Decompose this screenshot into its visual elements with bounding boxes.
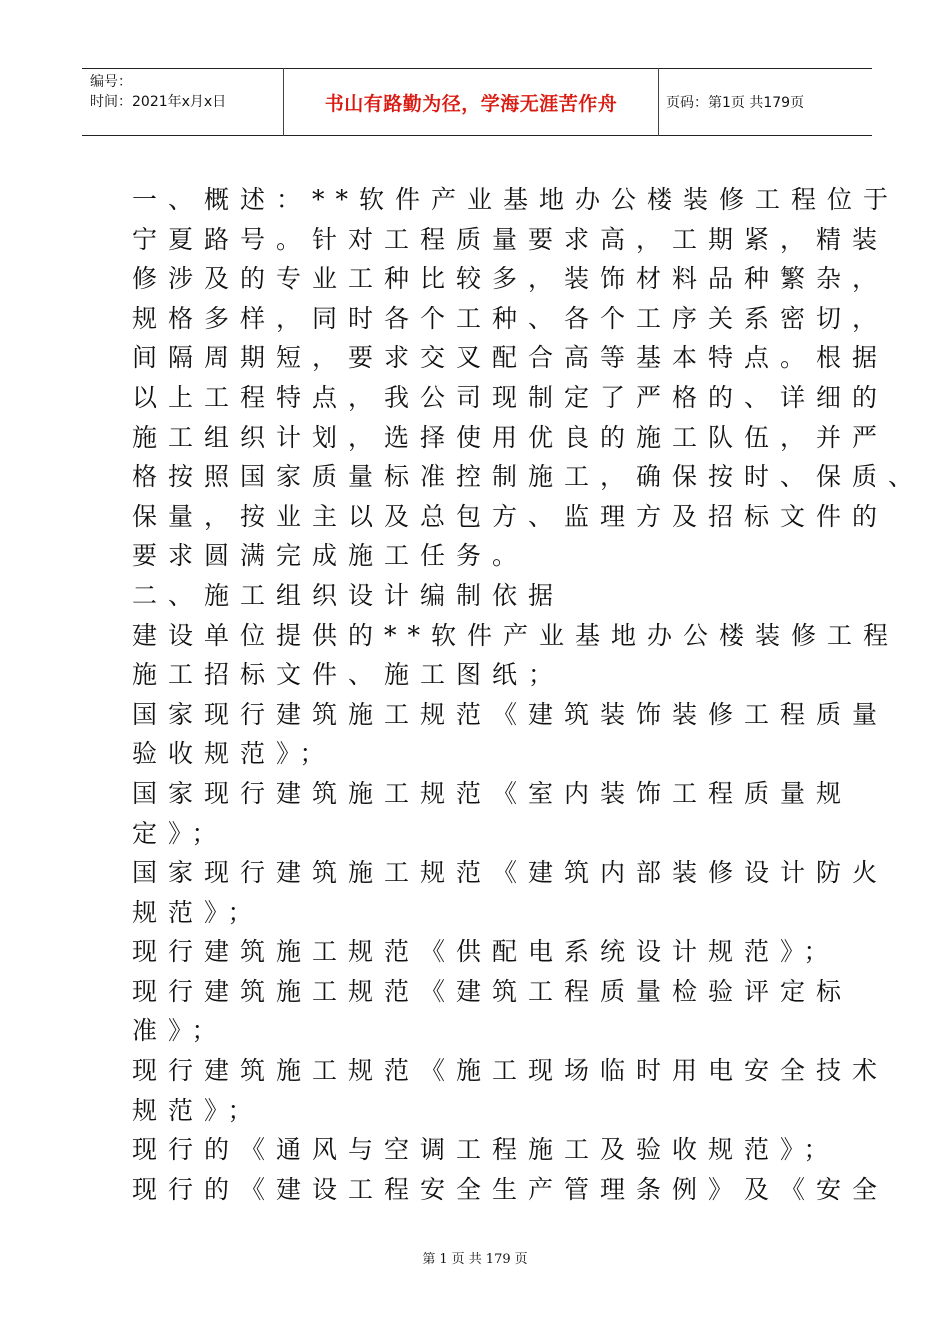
body-line: 定》； — [132, 818, 228, 848]
body-line: 现行建筑施工规范《施工现场临时用电安全技术 — [132, 1056, 889, 1086]
body-line: 一、概述：**软件产业基地办公楼装修工程位于 — [132, 185, 900, 214]
body-line: 格按照国家质量标准控制施工，确保按时、保质、 — [132, 462, 925, 492]
body-line: 施工招标文件、施工图纸； — [132, 660, 565, 690]
body-line: 国家现行建筑施工规范《建筑装饰装修工程质量 — [132, 699, 889, 729]
document-time: 时间：2021年x月x日 — [90, 94, 227, 110]
document-code-label: 编号： — [90, 74, 132, 90]
body-line: 施工组织计划，选择使用优良的施工队伍，并严 — [132, 422, 889, 452]
body-line: 现行建筑施工规范《供配电系统设计规范》； — [132, 937, 840, 967]
body-line: 规范》； — [132, 1095, 264, 1125]
footer-page-number: 1 — [439, 1252, 448, 1267]
header-meta — [90, 72, 226, 112]
body-line: 要求圆满完成施工任务。 — [132, 541, 529, 571]
footer-mid: 页 共 — [451, 1252, 482, 1267]
footer-suffix: 页 — [514, 1252, 528, 1267]
body-line: 规范》； — [132, 897, 264, 927]
header-divider — [658, 68, 659, 136]
body-line: 国家现行建筑施工规范《室内装饰工程质量规 — [132, 778, 853, 808]
body-line: 准》； — [132, 1016, 228, 1046]
body-line: 建设单位提供的**软件产业基地办公楼装修工程 — [132, 620, 900, 650]
footer-total-pages: 179 — [485, 1252, 511, 1267]
body-line: 以上工程特点，我公司现制定了严格的、详细的 — [132, 382, 889, 412]
body-line: 验收规范》； — [132, 739, 336, 769]
body-line: 宁夏路号。针对工程质量要求高，工期紧，精装 — [132, 224, 889, 254]
body-line: 间隔周期短，要求交叉配合高等基本特点。根据 — [132, 343, 889, 373]
section-heading: 二、施工组织设计编制依据 — [132, 580, 565, 610]
document-body — [132, 180, 925, 1209]
header-motto: 书山有路勤为径，学海无涯苦作舟 — [324, 92, 618, 115]
header-page-info: 页码：第1页 共179页 — [666, 95, 805, 111]
page-footer — [0, 1248, 950, 1267]
body-line: 现行的《通风与空调工程施工及验收规范》； — [132, 1135, 840, 1165]
body-line: 现行的《建设工程安全生产管理条例》及《安全 — [132, 1174, 889, 1204]
footer-prefix: 第 — [422, 1252, 436, 1267]
body-line: 保量，按业主以及总包方、监理方及招标文件的 — [132, 501, 889, 531]
body-line: 修涉及的专业工种比较多，装饰材料品种繁杂， — [132, 264, 889, 294]
body-line: 现行建筑施工规范《建筑工程质量检验评定标 — [132, 976, 853, 1006]
document-header — [82, 68, 872, 136]
body-line: 国家现行建筑施工规范《建筑内部装修设计防火 — [132, 858, 889, 888]
body-line: 规格多样，同时各个工种、各个工序关系密切， — [132, 303, 889, 333]
